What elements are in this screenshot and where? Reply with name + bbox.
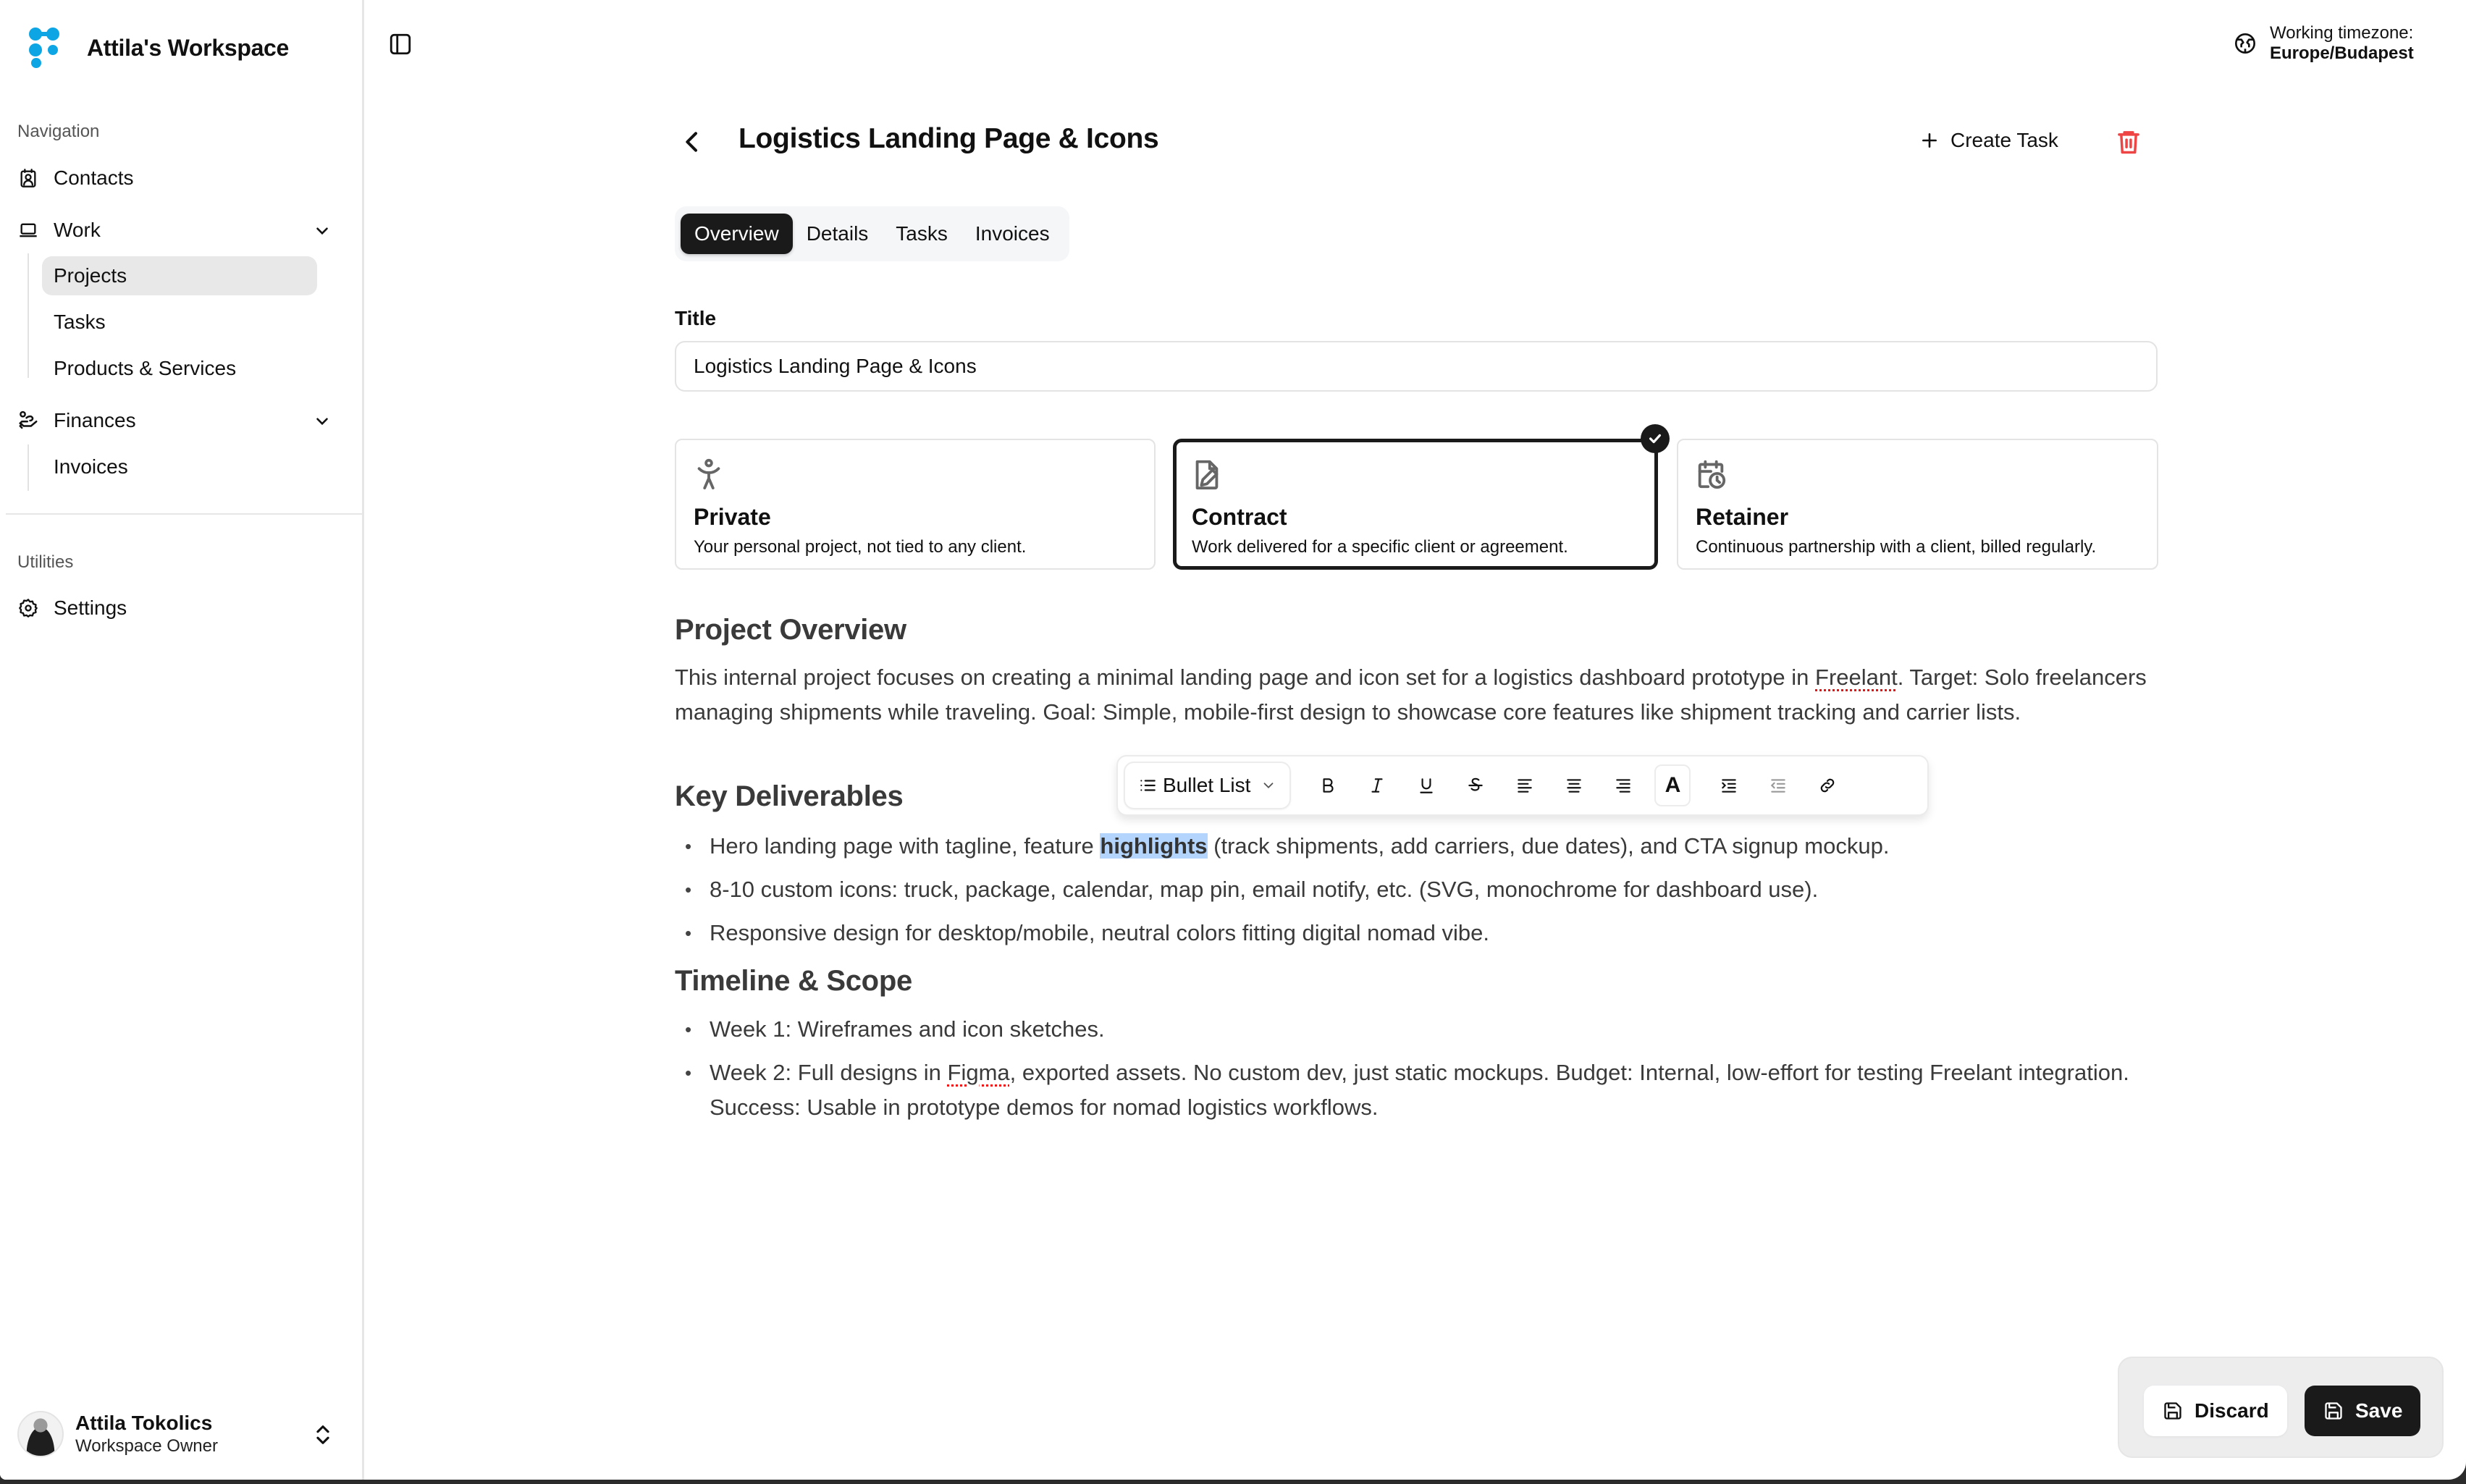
heading-key-deliverables: Key Deliverables: [675, 780, 904, 812]
card-title: Retainer: [1696, 504, 1789, 530]
contact-icon: [17, 167, 39, 189]
title-input[interactable]: [675, 341, 2158, 392]
create-task-label: Create Task: [1951, 129, 2058, 151]
tab-overview[interactable]: Overview: [681, 214, 793, 254]
workspace-name: Attila's Workspace: [87, 34, 290, 61]
sidebar-item-projects[interactable]: Projects: [42, 256, 317, 295]
timezone-value: Europe/Budapest: [2270, 43, 2414, 63]
user-name: Attila Tokolics: [75, 1412, 213, 1434]
indent-button[interactable]: [1708, 764, 1750, 806]
sidebar: [0, 0, 364, 1480]
outdent-icon: [1769, 776, 1788, 795]
user-role: Workspace Owner: [75, 1436, 218, 1456]
sidebar-item-label: Contacts: [54, 166, 134, 189]
sidebar-item-settings[interactable]: [17, 588, 343, 628]
trash-icon[interactable]: [2117, 129, 2140, 155]
submenu-guide-line: [28, 253, 29, 378]
align-right-button[interactable]: [1602, 764, 1644, 806]
align-center-button[interactable]: [1553, 764, 1595, 806]
chevrons-up-down-icon[interactable]: [314, 1422, 332, 1447]
strikethrough-button[interactable]: [1455, 764, 1497, 806]
project-tabs: [675, 206, 1069, 261]
align-right-icon: [1614, 776, 1633, 795]
person-icon: [692, 456, 725, 492]
sidebar-item-contacts[interactable]: [17, 158, 343, 198]
block-type-dropdown[interactable]: [1124, 762, 1291, 809]
timezone-label: Working timezone:: [2270, 23, 2414, 43]
link-button[interactable]: [1806, 764, 1848, 806]
selected-check-icon: [1641, 424, 1670, 453]
align-left-button[interactable]: [1504, 764, 1546, 806]
underline-icon: [1417, 776, 1436, 795]
list-item: • 8-10 custom icons: truck, package, calendar, map pin, email notify, etc. (SVG, monochrome for dashboard use).: [675, 872, 2166, 907]
chevron-down-icon[interactable]: [313, 222, 332, 240]
section-label-navigation: Navigation: [17, 122, 100, 141]
tab-invoices[interactable]: Invoices: [975, 222, 1050, 245]
strikethrough-icon: [1466, 776, 1485, 795]
save-icon: [2323, 1401, 2344, 1421]
project-type-private[interactable]: [675, 439, 1156, 570]
project-type-contract[interactable]: [1173, 439, 1658, 570]
sidebar-item-label: Settings: [54, 596, 127, 619]
underline-button[interactable]: [1405, 764, 1447, 806]
block-type-label: Bullet List: [1163, 774, 1251, 796]
link-icon: [1818, 776, 1837, 795]
bold-button[interactable]: [1307, 764, 1349, 806]
sidebar-item-label: Work: [54, 219, 101, 241]
sidebar-item-label: Finances: [54, 409, 136, 431]
sidebar-divider: [6, 513, 364, 515]
italic-icon: [1368, 776, 1386, 795]
laptop-icon: [17, 219, 39, 241]
text-color-button[interactable]: A: [1654, 764, 1691, 806]
sidebar-item-invoices[interactable]: Invoices: [54, 455, 128, 478]
spellcheck-word: Freelant: [1815, 665, 1898, 690]
project-type-retainer[interactable]: [1677, 439, 2158, 570]
page-title: Logistics Landing Page & Icons: [738, 123, 1159, 154]
card-description: Work delivered for a specific client or agreement.: [1192, 537, 1568, 557]
list-item: • Responsive design for desktop/mobile, neutral colors fitting digital nomad vibe.: [675, 916, 2166, 950]
heading-project-overview: Project Overview: [675, 614, 906, 646]
hand-coins-icon: [17, 410, 39, 431]
workspace-brand[interactable]: [28, 26, 289, 69]
file-signature-icon: [1190, 456, 1224, 492]
list-item: • Week 1: Wireframes and icon sketches.: [675, 1012, 2166, 1047]
heading-timeline-scope: Timeline & Scope: [675, 965, 912, 997]
spellcheck-word: Figma: [947, 1060, 1010, 1085]
discard-button[interactable]: [2144, 1386, 2287, 1436]
sidebar-toggle-icon[interactable]: [388, 32, 413, 56]
working-timezone[interactable]: [2234, 23, 2414, 64]
workspace-logo-icon: [28, 26, 61, 69]
submenu-guide-line: [28, 444, 29, 491]
card-title: Contract: [1192, 504, 1287, 530]
unsaved-changes-panel: [2118, 1357, 2444, 1458]
formatting-toolbar: [1116, 755, 1929, 816]
selected-text: highlights: [1100, 833, 1208, 859]
calendar-clock-icon: [1694, 456, 1728, 492]
save-label: Save: [2355, 1399, 2403, 1422]
sidebar-item-products-services[interactable]: Products & Services: [54, 357, 237, 379]
title-label: Title: [675, 307, 717, 329]
avatar: [17, 1411, 64, 1457]
tab-tasks[interactable]: Tasks: [896, 222, 948, 245]
create-task-button[interactable]: [1920, 125, 2058, 156]
save-icon: [2163, 1401, 2183, 1421]
outdent-button[interactable]: [1757, 764, 1799, 806]
card-title: Private: [694, 504, 771, 530]
italic-button[interactable]: [1356, 764, 1398, 806]
list-icon: [1138, 776, 1157, 795]
align-center-icon: [1565, 776, 1583, 795]
gear-icon: [17, 597, 39, 619]
timeline-list: [675, 1012, 2166, 1125]
list-item: • Week 2: Full designs in Figma, exported assets. No custom dev, just static mockups. Budget: Internal, low-effort for testing Freelant integration. Success: Usable in prototype demos for nomad logistics workflows.: [675, 1055, 2166, 1125]
align-left-icon: [1515, 776, 1534, 795]
user-menu[interactable]: [17, 1408, 343, 1460]
sidebar-item-finances[interactable]: [17, 400, 343, 441]
indent-icon: [1720, 776, 1738, 795]
card-description: Your personal project, not tied to any client.: [694, 537, 1027, 557]
save-button[interactable]: [2305, 1386, 2420, 1436]
back-chevron-icon[interactable]: [678, 127, 707, 156]
bold-icon: [1318, 776, 1337, 795]
chevron-down-icon: [1261, 777, 1276, 793]
chevron-down-icon[interactable]: [313, 412, 332, 431]
plus-icon: [1920, 131, 1939, 150]
discard-label: Discard: [2194, 1399, 2269, 1422]
overview-paragraph: This internal project focuses on creating a minimal landing page and icon set for a logistics dashboard prototype in Freelant. Target: Solo freelancers managing shipments while traveling. Goal: Simple, mobile-first design to showcase core features like shipment tracking and carrier lists.: [675, 665, 2147, 725]
tab-details[interactable]: Details: [806, 222, 869, 245]
deliverables-list: [675, 829, 2166, 950]
sidebar-item-work[interactable]: [17, 210, 343, 250]
sidebar-item-tasks[interactable]: Tasks: [54, 311, 106, 333]
section-label-utilities: Utilities: [17, 552, 74, 572]
globe-icon: [2234, 32, 2257, 55]
list-item: • Hero landing page with tagline, feature highlights (track shipments, add carriers, due dates), and CTA signup mockup.: [675, 829, 2166, 864]
card-description: Continuous partnership with a client, billed regularly.: [1696, 537, 2097, 557]
